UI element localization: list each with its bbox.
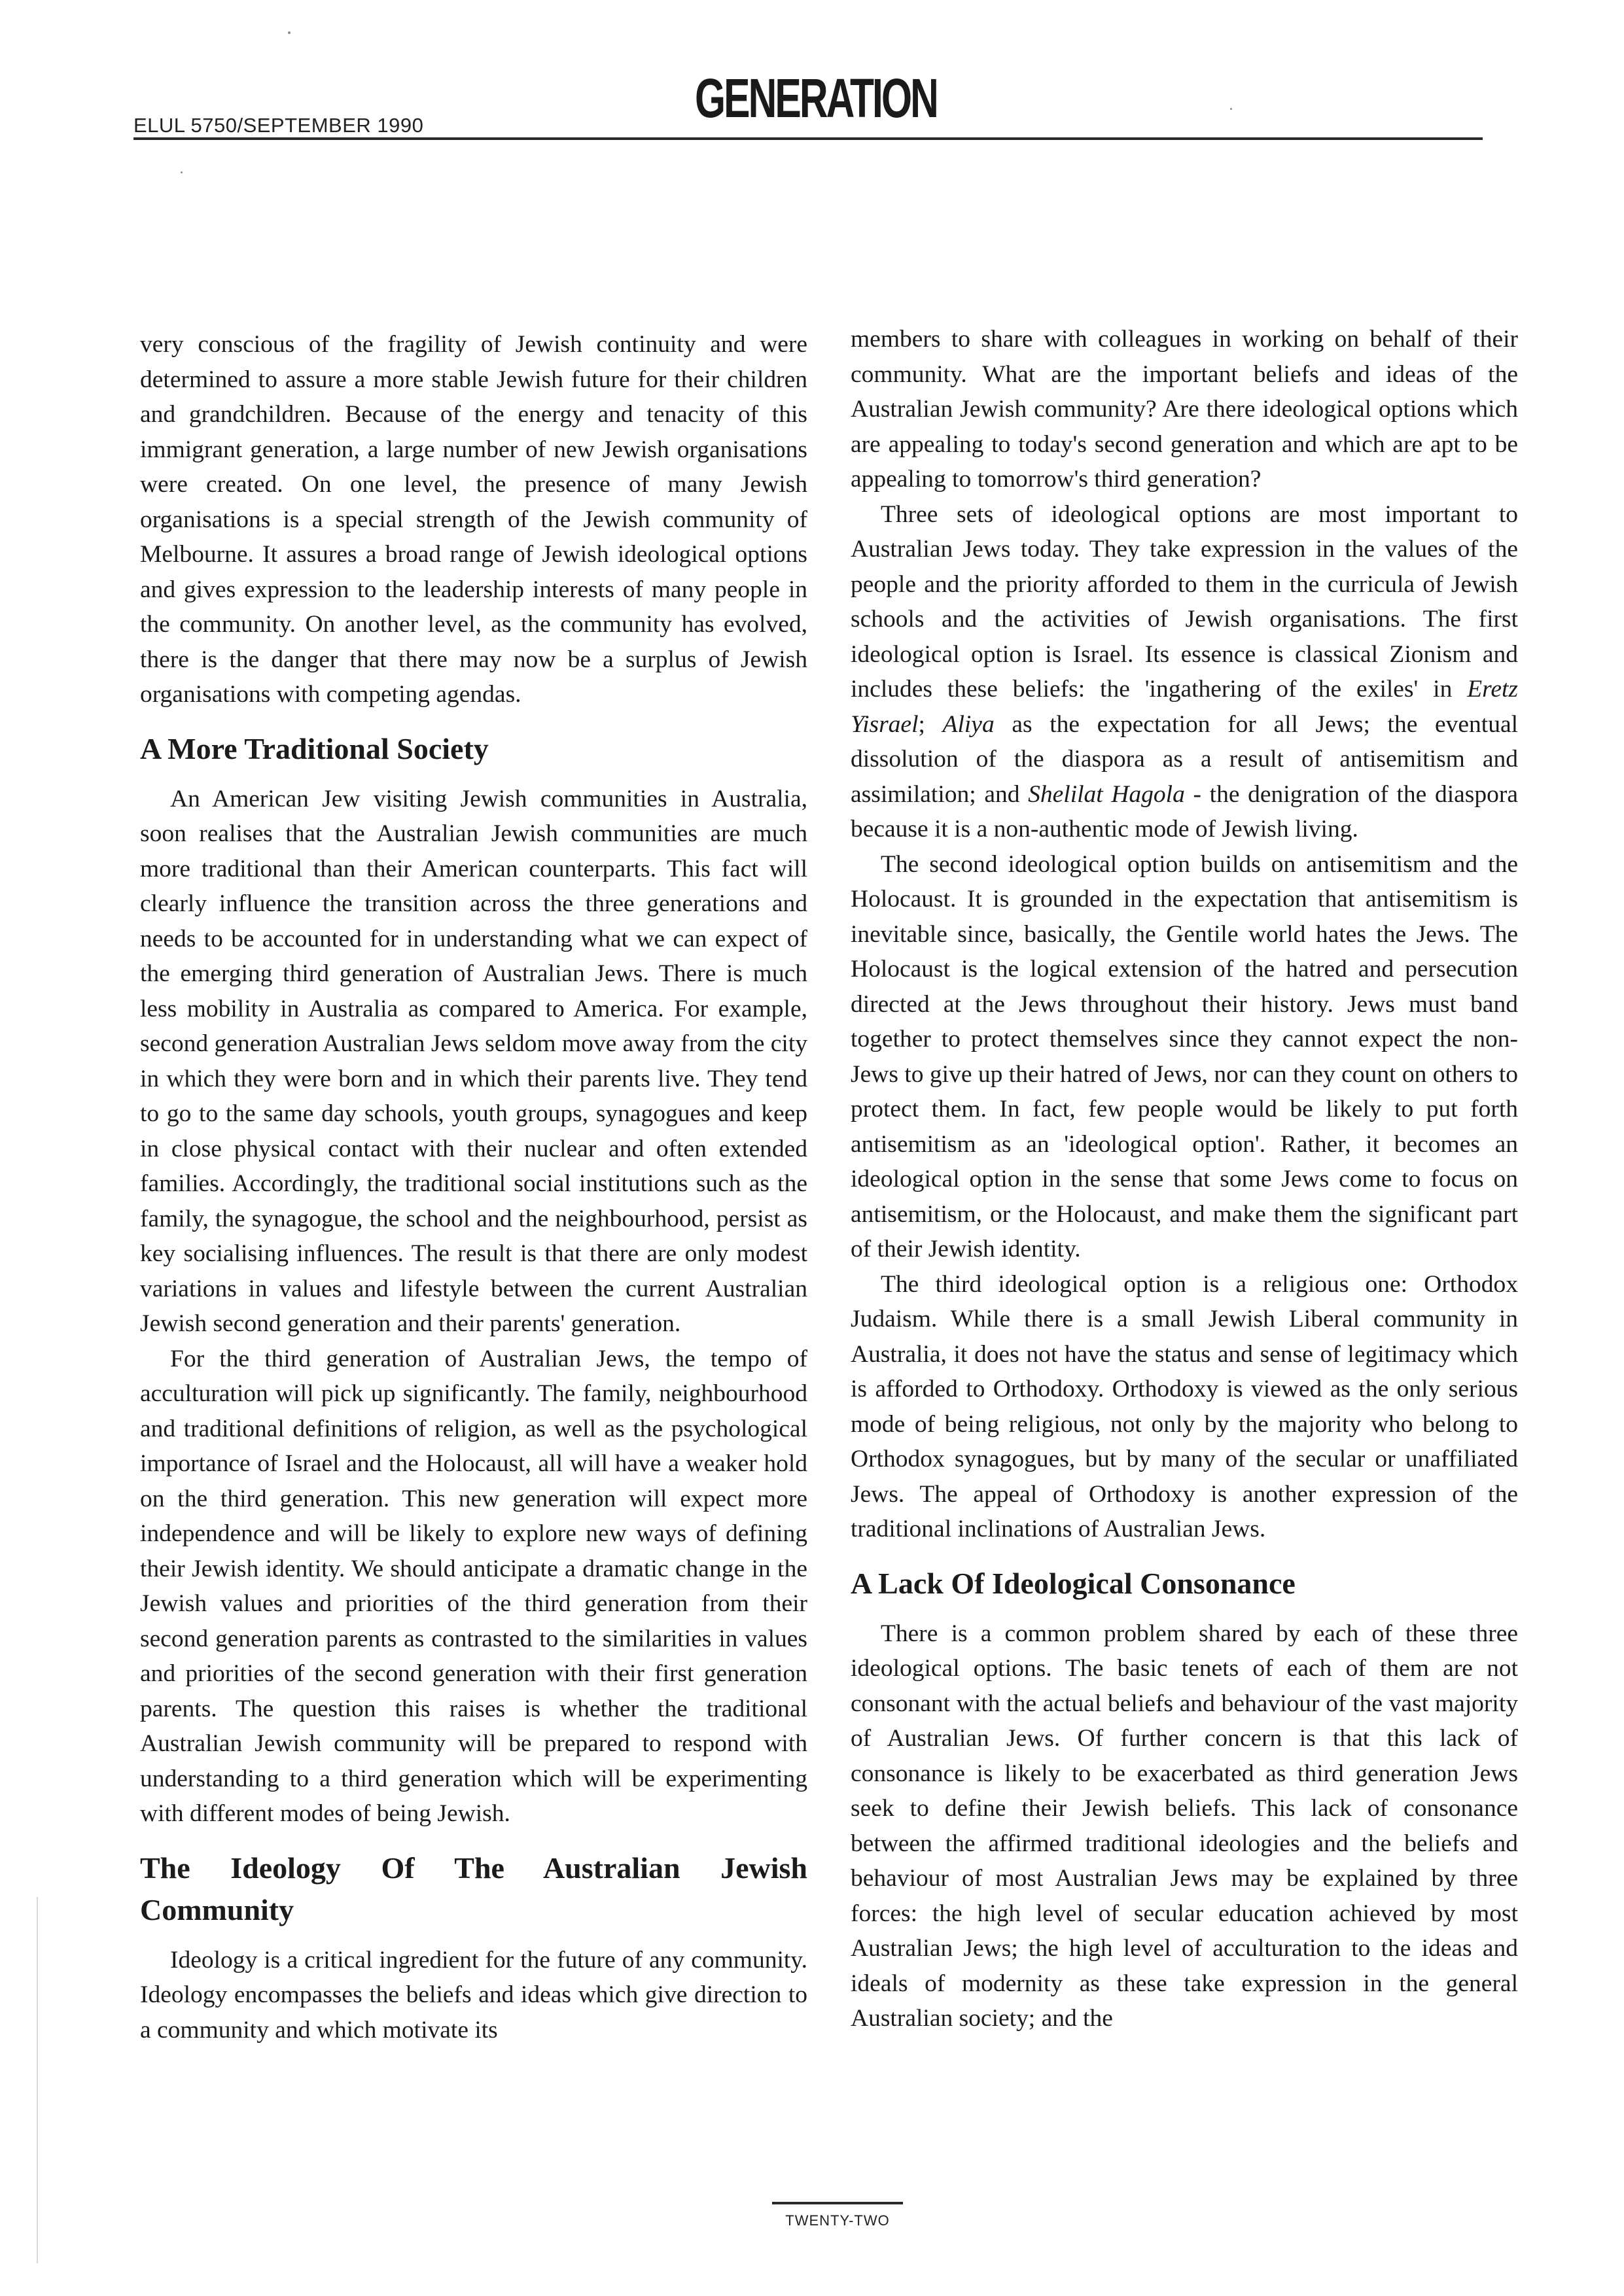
section-heading-ideology (140, 1847, 807, 1931)
paragraph: For the third generation of Australian Jews, the tempo of acculturation will pick up significantly. The family, neighbourhood and traditional definitions of religion, as well as the psychological importance of Israel and the Holocaust, all will have a weaker hold on the third generation. This new generation will expect more independence and will be likely to explore new ways of defining their Jewish identity. We should anticipate a dramatic change in the Jewish values and priorities of the third generation from their second generation parents as contrasted to the similarities in values and priorities of the second generation with their first generation parents. The question this raises is whether the traditional Australian Jewish community will be prepared to respond with understanding to a third generation which will be experimenting with different modes of being Jewish. (140, 1345, 807, 1827)
text-run: as the expectation for all Jews; the eventual dissolution of the diaspora as a result of antisemitism and assimilation; and (851, 710, 1519, 808)
text-run: - the denigration of the diaspora because it is a non-authentic mode of Jewish living. (851, 780, 1518, 843)
paragraph: Ideology is a critical ingredient for the future of any community. Ideology encompasses the beliefs and ideas which give direction to a community and which motivate its (140, 1946, 807, 2044)
section-heading-traditional-society: A More Traditional Society (140, 731, 489, 765)
scan-speck (288, 31, 291, 34)
right-column (851, 322, 1518, 2036)
text-run: ; (918, 710, 943, 738)
page-footer (772, 2202, 903, 2229)
paragraph: members to share with colleagues in working on behalf of their community. What are the important beliefs and ideas of the Australian Jewish community? Are there ideological options which are appealing to today's second generation and which are apt to be appealing to tomorrow's third generation? (851, 326, 1518, 493)
section-heading-ideological-consonance: A Lack Of Ideological Consonance (851, 1566, 1296, 1600)
paragraph: The third ideological option is a religious one: Orthodox Judaism. While there is a small Jewish Liberal community in Australia, it does not have the status and sense of legitimacy which is afforded to Orthodoxy. Orthodoxy is viewed as the only serious mode of being religious, not only by the majority who belong to Orthodox synagogues, but by many of the secular or unaffiliated Jews. The appeal of Orthodoxy is another expression of the traditional inclinations of Australian Jews. (851, 1270, 1518, 1542)
paragraph-ideological-options (851, 497, 1518, 847)
masthead-title: GENERATION (695, 67, 937, 129)
term-aliya: Aliya (942, 710, 995, 738)
term-eretz-yisrael: Eretz Yisrael (851, 676, 1518, 738)
text-run: Three sets of ideological options are most important to Australian Jews today. They take expression in the values of the people and the priority afforded to them in the curricula of Jewish schools and the activities of Jewish organisations. The first ideological option is Israel. Its essence is classical Zionism and includes these beliefs: the 'ingathering of the exiles' in (851, 500, 1518, 703)
page-number: TWENTY-TWO (785, 2212, 890, 2229)
term-shelilat-hagola: Shelilat Hagola (1028, 780, 1185, 808)
issue-date: ELUL 5750/SEPTEMBER 1990 (133, 114, 424, 137)
paragraph: An American Jew visiting Jewish communities in Australia, soon realises that the Australian Jewish communities are much more traditional than their American counterparts. This fact will clearly influence the transition across the three generations and needs to be accounted for in understanding what we can expect of the emerging third generation of Australian Jews. There is much less mobility in Australia as compared to America. For example, second generation Australian Jews seldom move away from the city in which they were born and in which their parents live. They tend to go to the same day schools, youth groups, synagogues and keep in close physical contact with their nuclear and often extended families. Accordingly, the traditional social institutions such as the family, the synagogue, the school and the neighbourhood, persist as key socialising influences. The result is that there are only modest variations in values and lifestyle between the current Australian Jewish second generation and their parents' generation. (140, 785, 807, 1337)
scan-speck (181, 171, 183, 173)
scan-speck (1230, 108, 1232, 110)
footer-rule (772, 2202, 903, 2204)
paragraph: The second ideological option builds on antisemitism and the Holocaust. It is grounded in the expectation that antisemitism is inevitable since, basically, the Gentile world hates the Jews. The Holocaust is the logical extension of the hatred and persecution directed at the Jews throughout their history. Jews must band together to protect themselves since they cannot expect the non-Jews to give up their hatred of Jews, nor can they count on others to protect them. In fact, few people would be likely to put forth antisemitism as an 'ideological option'. Rather, it becomes an ideological option in the sense that some Jews come to focus on antisemitism, or the Holocaust, and make them the significant part of their Jewish identity. (851, 850, 1518, 1262)
left-column (140, 327, 807, 2047)
section-heading-ideology-line2: Community (140, 1892, 294, 1926)
section-heading-ideology-line1: The Ideology Of The Australian Jewish (140, 1851, 807, 1885)
paragraph: There is a common problem shared by each of these three ideological options. The basic tenets of each of them are not consonant with the actual beliefs and behaviour of the vast majority of Australian Jews. Of further concern is that this lack of consonance is likely to be exacerbated as third generation Jews seek to define their Jewish beliefs. This lack of consonance between the affirmed traditional ideologies and the beliefs and behaviour of most Australian Jews may be explained by three forces: the high level of secular education achieved by most Australian Jews; the high level of acculturation to the ideas and ideals of modernity as these take expression in the general Australian society; and the (851, 1620, 1518, 2032)
paragraph: very conscious of the fragility of Jewish continuity and were determined to assure a more stable Jewish future for their children and grandchildren. Because of the energy and tenacity of this immigrant generation, a large number of new Jewish organisations were created. On one level, the presence of many Jewish organisations is a special strength of the Jewish community of Melbourne. It assures a broad range of Jewish ideological options and gives expression to the leadership interests of many people in the community. On another level, as the community has evolved, there is the danger that there may now be a surplus of Jewish organisations with competing agendas. (140, 331, 807, 708)
header-rule (133, 137, 1483, 140)
scan-margin-shadow (37, 1897, 38, 2263)
page-header (133, 65, 1483, 139)
